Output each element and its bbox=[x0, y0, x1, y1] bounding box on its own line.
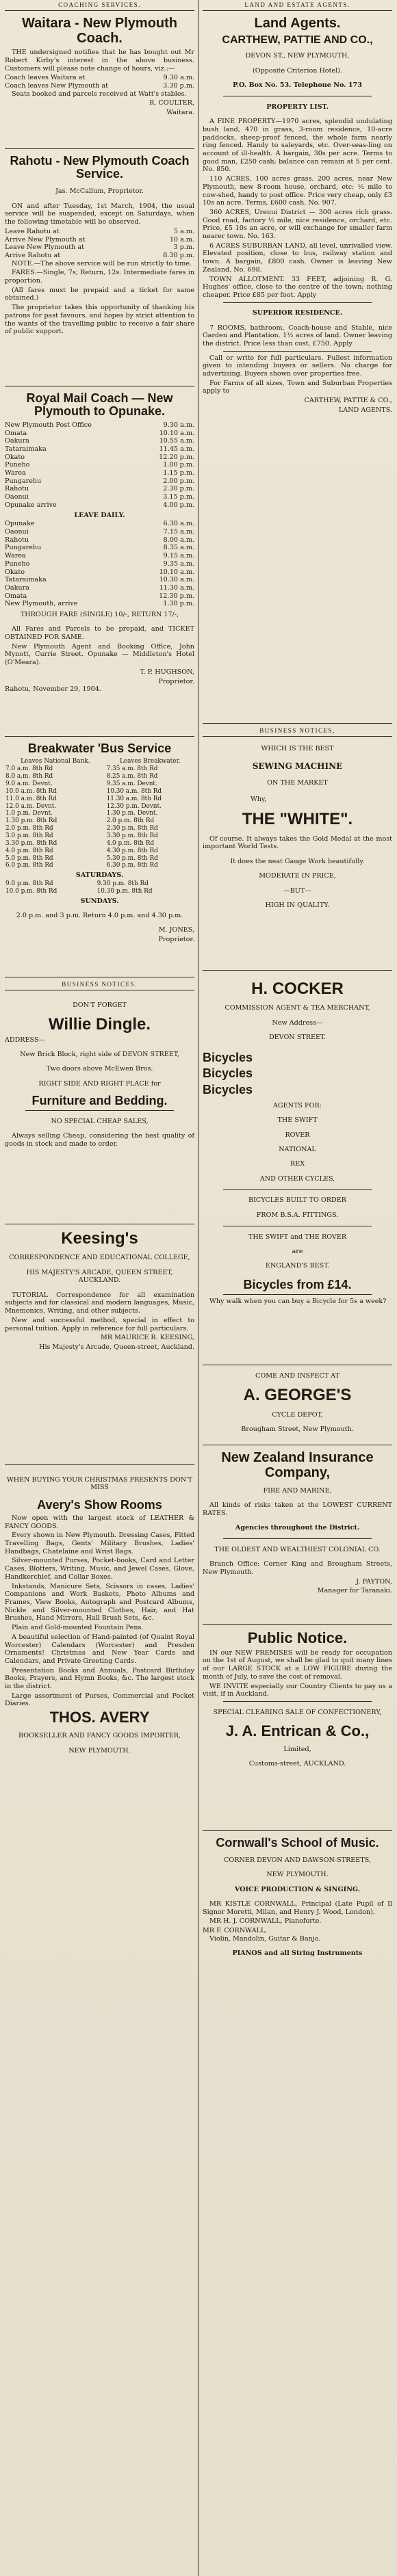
keesing-college-ad bbox=[5, 1226, 194, 1465]
stop-name: Omata bbox=[5, 429, 27, 437]
national-bank-time: 11.0 a.m. 8th Rd bbox=[5, 795, 57, 802]
white-body: It does the neat Gauge Work beautifully. bbox=[230, 857, 365, 865]
dingle-sales-head: NO SPECIAL CHEAP SALES, bbox=[51, 1117, 149, 1125]
breakwater-row bbox=[5, 765, 194, 773]
george-cycle-depot-ad bbox=[203, 1367, 392, 1445]
stop-time: 1.00 p.m. bbox=[163, 461, 194, 469]
breakwater-row bbox=[5, 825, 194, 832]
avery-name: Avery's Show Rooms bbox=[37, 1497, 162, 1512]
property-listing: 6 ACRES SUBURBAN LAND, all level, unrivalled view. Elevated position, close to bus, railway station and town. A bargain, £800 cash. Owner is leaving New Zealand. No. 698. bbox=[203, 241, 392, 274]
royal-down-timetable bbox=[5, 421, 194, 510]
timetable-row bbox=[5, 454, 194, 462]
george-name: A. GEORGE'S bbox=[243, 1386, 352, 1405]
keesing-signature: MR MAURICE R. KEESING, bbox=[101, 1334, 194, 1342]
white-sewing-machine-ad bbox=[203, 739, 392, 971]
national-bank-time: 3.30 p.m. 8th Rd bbox=[5, 839, 57, 847]
timetable-row bbox=[5, 560, 194, 568]
breakwater-row bbox=[5, 880, 194, 888]
dingle-address-line: New Brick Block, right side of DEVON STREET, bbox=[20, 1051, 179, 1059]
time-label: Leave New Plymouth at bbox=[5, 244, 84, 252]
breakwater-time: 7.35 a.m. 8th Rd bbox=[106, 765, 158, 773]
carthew-name: CARTHEW, PATTIE AND CO., bbox=[222, 34, 373, 46]
white-question: ON THE MARKET bbox=[267, 779, 328, 787]
breakwater-signature-role: Proprietor. bbox=[158, 936, 194, 944]
avery-signature-role: BOOKSELLER AND FANCY GOODS IMPORTER, bbox=[18, 1732, 181, 1740]
stop-time: 2.00 p.m. bbox=[163, 477, 194, 485]
stop-name: Okato bbox=[5, 453, 25, 461]
white-body: Of course. It always takes the Gold Medal at the most important World Tests. bbox=[203, 834, 392, 851]
stop-name: Warea bbox=[5, 552, 26, 560]
white-question: SEWING MACHINE bbox=[252, 761, 343, 771]
national-bank-time: 1.0 p.m. Devnt. bbox=[5, 810, 53, 817]
stop-name: Oakura bbox=[5, 437, 29, 445]
carthew-farms: For Farms of all sizes, Town and Suburban Properties apply to bbox=[203, 379, 392, 395]
waitara-signature: R. COULTER, bbox=[149, 99, 194, 107]
breakwater-time: 11.30 a.m. 8th Rd bbox=[106, 795, 162, 802]
stop-name: Okato bbox=[5, 568, 25, 576]
dingle-address-line: RIGHT SIDE AND RIGHT PLACE for bbox=[38, 1079, 161, 1088]
waitara-time-row bbox=[5, 82, 194, 90]
breakwater-time: 8.25 a.m. 8th Rd bbox=[106, 773, 158, 780]
cocker-agent: REX bbox=[290, 1160, 305, 1168]
entrican-limited: Limited, bbox=[283, 1746, 311, 1754]
royal-leave-daily: LEAVE DAILY. bbox=[74, 511, 125, 519]
stop-time: 3.15 p.m. bbox=[163, 493, 194, 501]
breakwater-row bbox=[5, 788, 194, 796]
stop-name: Puneho bbox=[5, 560, 30, 568]
stop-name: Tataraimaka bbox=[5, 576, 47, 584]
time-label: Arrive New Plymouth at bbox=[5, 235, 86, 244]
avery-body: Inkstands, Manicure Sets, Scissors in cases, Ladies' Companions and Work Baskets, Photo Albums and Frames, View Books, Autograph and Postcard Albums, Nickle and Silver-mounted Clothes, Hair, and Hat Brushes, Hand Mirrors, Hall Brush Sets, &c. bbox=[5, 1582, 194, 1622]
stop-time: 2.30 p.m. bbox=[163, 485, 194, 493]
public-notice-invite: WE INVITE especially our Country Clients to pay us a visit, if in Auckland. bbox=[203, 1682, 392, 1698]
royal-mail-title: Royal Mail Coach — New Plymouth to Opunake. bbox=[26, 391, 173, 419]
stop-time: 7.15 a.m. bbox=[163, 527, 194, 536]
cornwall-voice: VOICE PRODUCTION & SINGING. bbox=[234, 1885, 361, 1893]
cocker-bicycles: Bicycles bbox=[203, 1066, 253, 1081]
property-listing: 110 ACRES, 100 acres grass. 200 acres, near New Plymouth, new 8-room house, orchard, etc; ½ mile to cow-shed, handy to post office. Price very cheap, only £3 10s an acre. Terms, £600 cash. No. 907. bbox=[203, 175, 392, 207]
time-label: Leave Rahotu at bbox=[5, 227, 60, 235]
carthew-land-agents-ad bbox=[203, 13, 392, 724]
national-bank-time: 6.0 p.m. 8th Rd bbox=[5, 862, 53, 869]
rahotu-time-row bbox=[5, 252, 194, 260]
divider bbox=[223, 1538, 372, 1539]
royal-signature: T. P. HUGHSON, bbox=[140, 668, 194, 676]
stop-name: Omata bbox=[5, 592, 27, 600]
cocker-bicycles: Bicycles bbox=[203, 1050, 253, 1064]
george-depot: CYCLE DEPOT, bbox=[272, 1410, 323, 1419]
cocker-built: BICYCLES BUILT TO ORDER bbox=[248, 1196, 346, 1205]
stop-name: Opunake bbox=[5, 520, 35, 528]
rahotu-thanks: The proprietor takes this opportunity of thanking his patrons for past favours, and hopes by strict attention to the wants of the travelling public to receive a fair share of public support. bbox=[5, 304, 194, 336]
stop-time: 10.55 a.m. bbox=[159, 437, 194, 445]
breakwater-signature: M. JONES, bbox=[158, 926, 194, 934]
avery-signature-place: NEW PLYMOUTH. bbox=[68, 1746, 131, 1754]
cornwall-corner: CORNER DEVON AND DAWSON-STREETS, bbox=[224, 1856, 371, 1864]
breakwater-saturdays: SATURDAYS. bbox=[75, 871, 124, 880]
white-but: —BUT— bbox=[283, 886, 311, 895]
nz-insurance-ad bbox=[203, 1447, 392, 1625]
stop-name: Puneho bbox=[5, 461, 30, 469]
stop-time: 8.35 a.m. bbox=[163, 544, 194, 552]
stop-name: Warea bbox=[5, 469, 26, 477]
timetable-row bbox=[5, 461, 194, 469]
george-address: Brougham Street, New Plymouth. bbox=[241, 1425, 354, 1434]
time-value: 9.30 a.m. bbox=[163, 74, 194, 82]
business-notices-left-header: BUSINESS NOTICES. bbox=[5, 980, 194, 990]
time-label: Coach leaves New Plymouth at bbox=[5, 81, 108, 90]
rahotu-fares: FARES.—Single, 7s; Return, 12s. Intermediate fares in proportion. bbox=[5, 269, 194, 285]
breakwater-row bbox=[5, 855, 194, 863]
carthew-address: DEVON ST., NEW PLYMOUTH, bbox=[245, 52, 350, 60]
national-bank-time: 9.0 a.m. Devnt. bbox=[5, 780, 53, 787]
nz-insurance-fire: FIRE AND MARINE, bbox=[263, 1486, 332, 1495]
breakwater-time: 3.30 p.m. 8th Rd bbox=[106, 832, 158, 839]
stop-name: Oaonui bbox=[5, 493, 29, 501]
waitara-coach-ad bbox=[5, 13, 194, 149]
cocker-are: are bbox=[292, 1247, 303, 1255]
waitara-title: Waitara - New Plymouth Coach. bbox=[21, 15, 178, 46]
nz-insurance-signature-role: Manager for Taranaki. bbox=[317, 1587, 392, 1595]
royal-fare: THROUGH FARE (SINGLE) 10/-, RETURN 17/-, bbox=[20, 611, 179, 619]
stop-time: 1.30 p.m. bbox=[163, 600, 194, 608]
timetable-row bbox=[5, 568, 194, 577]
carthew-address-note: (Opposite Criterion Hotel). bbox=[253, 66, 342, 75]
stop-name: Opunake arrive bbox=[5, 501, 57, 509]
breakwater-time: 2.0 p.m. 8th Rd bbox=[106, 817, 155, 825]
white-price: MODERATE IN PRICE, bbox=[259, 872, 336, 880]
stop-time: 10.30 a.m. bbox=[159, 576, 194, 584]
dingle-sales-body: Always selling Cheap, considering the best quality of goods in stock and made to order. bbox=[5, 1132, 194, 1148]
nz-insurance-agencies: Agencies throughout the District. bbox=[235, 1524, 360, 1532]
cocker-walk: Why walk when you can buy a Bicycle for 5s a week? bbox=[209, 1298, 387, 1306]
divider bbox=[223, 1701, 372, 1702]
breakwater-time: 5.30 p.m. 8th Rd bbox=[106, 854, 158, 862]
time-value: 3 p.m. bbox=[173, 244, 194, 252]
stop-name: Pungarehu bbox=[5, 477, 42, 485]
avery-body: Every shown in New Plymouth. Dressing Cases, Fitted Travelling Bags, Gents' Military Brushes, Ladies' Handbags, Chatelaine and Wrist Bags. bbox=[5, 1532, 194, 1555]
stop-time: 10.10 a.m. bbox=[159, 568, 194, 576]
cocker-agents-head: AGENTS FOR: bbox=[273, 1102, 322, 1110]
time-value: 10 a.m. bbox=[169, 235, 194, 244]
rahotu-proprietor: Jas. McCallum, Proprietor. bbox=[55, 187, 144, 196]
waitara-time-row bbox=[5, 74, 194, 82]
stop-name: New Plymouth Post Office bbox=[5, 421, 92, 429]
timetable-row bbox=[5, 469, 194, 477]
timetable-row bbox=[5, 501, 194, 510]
timetable-row bbox=[5, 592, 194, 601]
stop-time: 9.30 a.m. bbox=[163, 421, 194, 429]
breakwater-row bbox=[5, 796, 194, 803]
timetable-row bbox=[5, 552, 194, 560]
cornwall-title: Cornwall's School of Music. bbox=[216, 1835, 379, 1850]
superior-residence-title: SUPERIOR RESIDENCE. bbox=[252, 309, 343, 317]
timetable-row bbox=[5, 437, 194, 445]
stop-time: 8.00 a.m. bbox=[163, 536, 194, 544]
national-bank-time: 10.0 p.m. 8th Rd bbox=[5, 887, 57, 895]
timetable-row bbox=[5, 584, 194, 592]
time-label: Arrive Rahotu at bbox=[5, 251, 61, 259]
stop-time: 9.15 a.m. bbox=[163, 552, 194, 560]
cornwall-mrf: MR F. CORNWALL, bbox=[203, 1926, 268, 1934]
royal-signature-role: Proprietor. bbox=[158, 677, 194, 685]
timetable-row bbox=[5, 477, 194, 486]
property-list-title: PROPERTY LIST. bbox=[266, 103, 329, 111]
avery-body: Silver-mounted Purses, Pocket-books, Card and Letter Cases, Blotters, Writing, Music, and Jewel Cases, Glove, Handkerchief, and Collar Boxes. bbox=[5, 1557, 194, 1581]
avery-body: A beautiful selection of Hand-painted (of Quaint Royal Worcester) Calendars (Worcester) and Presden Ornaments! Christmas and New Year Cards and Calendars, and Private Greeting Cards. bbox=[5, 1633, 194, 1665]
national-bank-time: 5.0 p.m. 8th Rd bbox=[5, 854, 53, 862]
cocker-bicycles-ad bbox=[203, 973, 392, 1365]
breakwater-sundays: SUNDAYS. bbox=[80, 897, 119, 905]
avery-body: Plain and Gold-mounted Fountain Pens. bbox=[12, 1624, 144, 1632]
national-bank-time: 2.0 p.m. 8th Rd bbox=[5, 825, 53, 832]
national-bank-time: 1.30 p.m. 8th Rd bbox=[5, 817, 57, 825]
royal-notes: All Fares and Parcels to be prepaid, and TICKET OBTAINED FOR SAME. bbox=[5, 625, 194, 642]
superior-residence-body: 7 ROOMS, bathroom, Coach-house and Stable, nice Garden and Plantation. 1½ acres of land. Owner leaving the district. Price less than cost, £750. Apply bbox=[203, 324, 392, 347]
right-column bbox=[201, 0, 394, 2576]
right-column-header: LAND AND ESTATE AGENTS. bbox=[203, 0, 392, 11]
divider bbox=[223, 351, 372, 352]
breakwater-time: 1.30 p.m. Devnt. bbox=[106, 810, 158, 817]
dingle-address-line: Two doors above McEwen Bros. bbox=[46, 1065, 153, 1073]
public-notice-ad bbox=[203, 1627, 392, 1831]
stop-name: New Plymouth, arrive bbox=[5, 600, 78, 608]
public-notice-clearing: SPECIAL CLEARING SALE OF CONFECTIONERY, bbox=[213, 1708, 382, 1716]
rahotu-coach-ad bbox=[5, 151, 194, 386]
timetable-row bbox=[5, 576, 194, 584]
entrican-address: Customs-street, AUCKLAND. bbox=[248, 1760, 346, 1768]
carthew-signature: CARTHEW, PATTIE & CO., bbox=[304, 397, 392, 405]
cornwall-strings: Violin, Mandolin, Guitar & Banjo. bbox=[209, 1934, 321, 1943]
stop-time: 4.00 p.m. bbox=[163, 501, 194, 509]
rahotu-title: Rahotu - New Plymouth Coach Service. bbox=[10, 153, 190, 181]
avery-lead: WHEN BUYING YOUR CHRISTMAS PRESENTS DON'T MISS bbox=[6, 1475, 193, 1492]
waitara-body: THE undersigned notifies that he has bought out Mr Robert Kirby's interest in the above business. Customers will please note change of hours, viz.:— bbox=[5, 49, 194, 73]
george-lead: COME AND INSPECT AT bbox=[255, 1371, 340, 1380]
breakwater-row bbox=[5, 817, 194, 825]
avery-showrooms-ad bbox=[5, 1467, 194, 1765]
cocker-bicycles: Bicycles bbox=[203, 1082, 253, 1096]
national-bank-time: 8.0 a.m. 8th Rd bbox=[5, 773, 53, 780]
cornwall-address: NEW PLYMOUTH. bbox=[266, 1871, 329, 1879]
timetable-row bbox=[5, 528, 194, 536]
divider bbox=[223, 1294, 372, 1295]
royal-date: Rahotu, November 29, 1904. bbox=[5, 685, 101, 694]
property-listing: A FINE PROPERTY—1970 acres, splendid undulating bush land, 470 in grass, 3-room residence, 10-acre paddocks, sheep-proof fenced, the whole farm nearly ring fenced. Handy to saleyards, etc. Over-seas-ling on account of ill-health. A bargain, 30s per acre. Terms to good man, £250 cash; balance can remain at 5 per cent. No. 850. bbox=[203, 118, 392, 174]
left-column bbox=[3, 0, 196, 2576]
stop-name: Tataraimaka bbox=[5, 445, 47, 453]
timetable-row bbox=[5, 421, 194, 430]
national-bank-time: 3.0 p.m. 8th Rd bbox=[5, 832, 53, 839]
dingle-lead: DON'T FORGET bbox=[73, 1001, 127, 1009]
keesing-title: Keesing's bbox=[61, 1228, 138, 1248]
cocker-agent: ROVER bbox=[285, 1131, 310, 1139]
nz-insurance-body: All kinds of risks taken at the LOWEST CURRENT RATES. bbox=[203, 1501, 392, 1517]
timetable-row bbox=[5, 544, 194, 552]
breakwater-time: 9.30 p.m. 8th Rd bbox=[97, 880, 149, 887]
rahotu-time-row bbox=[5, 228, 194, 236]
public-notice-title: Public Notice. bbox=[247, 1629, 348, 1646]
breakwater-timetable bbox=[5, 758, 194, 869]
white-name: THE "WHITE". bbox=[242, 809, 353, 828]
timetable-row bbox=[5, 430, 194, 438]
time-label: Coach leaves Waitara at bbox=[5, 74, 86, 82]
carthew-signature-role: LAND AGENTS. bbox=[338, 406, 392, 414]
rahotu-prepaid-note: (All fares must be prepaid and a ticket for same obtained.) bbox=[5, 286, 194, 302]
public-notice-body: IN our NEW PREMISES will be ready for occupation on the 1st of August, we shall be glad to quit many lines of our LARGE STOCK at a LOW FIGURE during the month of July, to save the cost of removal. bbox=[203, 1648, 392, 1681]
stop-name: Oaonui bbox=[5, 527, 29, 536]
timetable-row bbox=[5, 536, 194, 544]
stop-name: Rahotu bbox=[5, 536, 29, 544]
cocker-fittings: FROM B.S.A. FITTINGS. bbox=[256, 1211, 339, 1219]
dingle-address-label: ADDRESS— bbox=[5, 1036, 46, 1044]
timetable-row bbox=[5, 485, 194, 493]
timetable-row bbox=[5, 445, 194, 454]
breakwater-saturday-table bbox=[5, 880, 194, 895]
breakwater-time: 12.30 p.m. Devnt. bbox=[106, 802, 162, 810]
entrican-name: J. A. Entrican & Co., bbox=[225, 1722, 370, 1739]
breakwater-time: 6.30 p.m. 8th Rd bbox=[106, 862, 158, 869]
nz-insurance-branch: Branch Office: Corner King and Brougham Streets, New Plymouth. bbox=[203, 1560, 392, 1576]
left-column-header: COACHING SERVICES. bbox=[5, 0, 194, 11]
carthew-call-text: Call or write for full particulars. Fullest information given to intending buyers or sellers. No charge for advertising. Buyers shown over properties free. bbox=[203, 354, 392, 378]
breakwater-row bbox=[5, 862, 194, 869]
stop-time: 12.30 p.m. bbox=[159, 592, 194, 600]
rahotu-time-row bbox=[5, 236, 194, 244]
cornwall-music-ad bbox=[203, 1833, 392, 1967]
cocker-role: COMMISSION AGENT & TEA MERCHANT, bbox=[225, 1004, 370, 1012]
stop-time: 10.10 a.m. bbox=[159, 429, 194, 437]
nz-insurance-oldest: THE OLDEST AND WEALTHIEST COLONIAL CO. bbox=[214, 1545, 381, 1553]
stop-time: 11.30 a.m. bbox=[159, 583, 194, 592]
breakwater-time: 10.30 a.m. 8th Rd bbox=[106, 787, 162, 795]
avery-body: Now open with the largest stock of LEATHER & FANCY GOODS. bbox=[5, 1514, 194, 1530]
white-quality: HIGH IN QUALITY. bbox=[265, 901, 330, 909]
nz-insurance-signature: J. PAYTON, bbox=[356, 1577, 392, 1586]
breakwater-sunday-text: 2.0 p.m. and 3 p.m. Return 4.0 p.m. and 4.30 p.m. bbox=[16, 912, 183, 920]
property-listing: 360 ACRES, Urenui District — 300 acres rich grass. Good road, factory ½ mile, nice residence, orchard, etc. Price, £5 10s an acre, or will exchange for smaller farm nearer town. No. 163. bbox=[203, 208, 392, 241]
time-value: 5 a.m. bbox=[173, 227, 194, 235]
timetable-row bbox=[5, 493, 194, 501]
waitara-signature-place: Waitara. bbox=[166, 109, 194, 117]
cornwall-principal: MR KISTLE CORNWALL, Principal (Late Pupil of Il Signor Moretti, Milan, and Henry J. Wood, London). bbox=[203, 1900, 392, 1916]
carthew-box: P.O. Box No. 53. Telephone No. 173 bbox=[233, 81, 362, 90]
breakwater-time: 4.30 p.m. 8th Rd bbox=[106, 847, 158, 854]
stop-name: Oakura bbox=[5, 583, 29, 592]
dingle-name: Willie Dingle. bbox=[48, 1014, 151, 1034]
dingle-tagline: Furniture and Bedding. bbox=[31, 1093, 168, 1107]
cocker-street: DEVON STREET. bbox=[268, 1034, 326, 1042]
property-listing: TOWN ALLOTMENT. 33 FEET, adjoining R. G. Hughes' office, close to the centre of the town; nothing cheaper. Price £85 per foot. Apply bbox=[203, 275, 392, 299]
cocker-swift-rover: THE SWIFT and THE ROVER bbox=[248, 1233, 347, 1241]
cocker-address-label: New Address— bbox=[272, 1018, 323, 1027]
white-question: WHICH IS THE BEST bbox=[261, 744, 334, 752]
stop-name: Pungarehu bbox=[5, 544, 42, 552]
avery-body: Presentation Books and Annuals, Postcard Birthday Books, Prayers, and Hymn Books, &c. The largest stock in the district. bbox=[5, 1666, 194, 1691]
cocker-name: H. COCKER bbox=[251, 979, 344, 998]
breakwater-time: 2.30 p.m. 8th Rd bbox=[106, 825, 158, 832]
national-bank-time: 7.0 a.m. 8th Rd bbox=[5, 765, 53, 773]
divider bbox=[223, 302, 372, 303]
time-value: 3.30 p.m. bbox=[163, 81, 194, 90]
stop-time: 1.15 p.m. bbox=[163, 469, 194, 477]
national-bank-time: 10.0 a.m. 8th Rd bbox=[5, 787, 57, 795]
time-value: 8.30 p.m. bbox=[163, 251, 194, 259]
timetable-row bbox=[5, 520, 194, 528]
national-bank-time: 12.0 a.m. Devnt. bbox=[5, 802, 57, 810]
dingle-furniture-ad bbox=[5, 993, 194, 1224]
breakwater-row bbox=[5, 810, 194, 817]
breakwater-row bbox=[5, 847, 194, 855]
breakwater-time: 9.35 a.m. Devnt. bbox=[106, 780, 157, 787]
breakwater-title: Breakwater 'Bus Service bbox=[27, 741, 172, 755]
stop-time: 12.20 p.m. bbox=[159, 453, 194, 461]
cocker-agent: NATIONAL bbox=[279, 1145, 316, 1153]
avery-signature-name: THOS. AVERY bbox=[49, 1709, 150, 1726]
breakwater-row bbox=[5, 803, 194, 811]
breakwater-row bbox=[5, 832, 194, 840]
rahotu-note: NOTE.—The above service will be run strictly to time. bbox=[12, 259, 192, 267]
royal-up-timetable bbox=[5, 520, 194, 608]
rahotu-body: ON and after Tuesday, 1st March, 1904, the usual service will be suspended, except on Saturdays, when the following timetable will be observed. bbox=[5, 202, 194, 226]
breakwater-row bbox=[5, 773, 194, 780]
cornwall-pianos: PIANOS and all String Instruments bbox=[232, 1949, 363, 1957]
stop-time: 9.35 a.m. bbox=[163, 560, 194, 568]
cornwall-piano: MR H. J. CORNWALL, Pianoforte. bbox=[209, 1917, 322, 1926]
breakwater-row bbox=[5, 780, 194, 788]
keesing-body: New and successful method, special in effect to personal tuition. Apply in reference for full particulars. bbox=[5, 1316, 194, 1332]
keesing-subtitle: CORRESPONDENCE AND EDUCATIONAL COLLEGE, bbox=[9, 1254, 190, 1262]
stop-time: 11.45 a.m. bbox=[159, 445, 194, 453]
cocker-from-price: Bicycles from £14. bbox=[243, 1277, 352, 1291]
avery-body: Large assortment of Purses, Commercial and Pocket Diaries. bbox=[5, 1692, 194, 1708]
business-notices-right-header: BUSINESS NOTICES, bbox=[203, 726, 392, 737]
breakwater-bus-ad bbox=[5, 739, 194, 977]
royal-agents: New Plymouth Agent and Booking Office, John Mynott, Currie Street. Opunake — Middleton's Hotel (O'Meara). bbox=[5, 642, 194, 667]
divider bbox=[25, 1110, 174, 1111]
national-bank-time: 4.0 p.m. 8th Rd bbox=[5, 847, 53, 854]
cocker-best: ENGLAND'S BEST. bbox=[265, 1262, 330, 1270]
breakwater-row bbox=[5, 888, 194, 895]
national-bank-time: 9.0 p.m. 8th Rd bbox=[5, 880, 53, 887]
keesing-body: TUTORIAL Correspondence for all examination subjects and for classical and modern languages, Music, Mnemonics, Writing, and other subjects. bbox=[5, 1291, 194, 1315]
cocker-agent: THE SWIFT bbox=[277, 1116, 318, 1125]
royal-mail-coach-ad bbox=[5, 389, 194, 737]
breakwater-row bbox=[5, 840, 194, 847]
waitara-note: Seats booked and parcels received at Watt's stables. bbox=[12, 90, 187, 98]
keesing-signature-address: His Majesty's Arcade, Queen-street, Auckland. bbox=[39, 1343, 194, 1351]
stop-time: 6.30 a.m. bbox=[163, 520, 194, 528]
breakwater-time: 4.0 p.m. 8th Rd bbox=[106, 839, 155, 847]
breakwater-col-national-bank: Leaves National Bank. bbox=[21, 758, 90, 765]
rahotu-time-row bbox=[5, 244, 194, 252]
keesing-address: HIS MAJESTY'S ARCADE, QUEEN STREET, AUCKLAND. bbox=[26, 1268, 173, 1285]
timetable-row bbox=[5, 600, 194, 608]
breakwater-col-breakwater: Leaves Breakwater. bbox=[120, 758, 181, 765]
stop-name: Rahotu bbox=[5, 485, 29, 493]
cocker-agent: AND OTHER CYCLES, bbox=[259, 1174, 335, 1183]
nz-insurance-title: New Zealand Insurance Company, bbox=[221, 1449, 374, 1480]
white-why: Why, bbox=[251, 795, 267, 803]
land-agents-title: Land Agents. bbox=[254, 15, 341, 31]
breakwater-time: 10.30 p.m. 8th Rd bbox=[97, 887, 153, 895]
